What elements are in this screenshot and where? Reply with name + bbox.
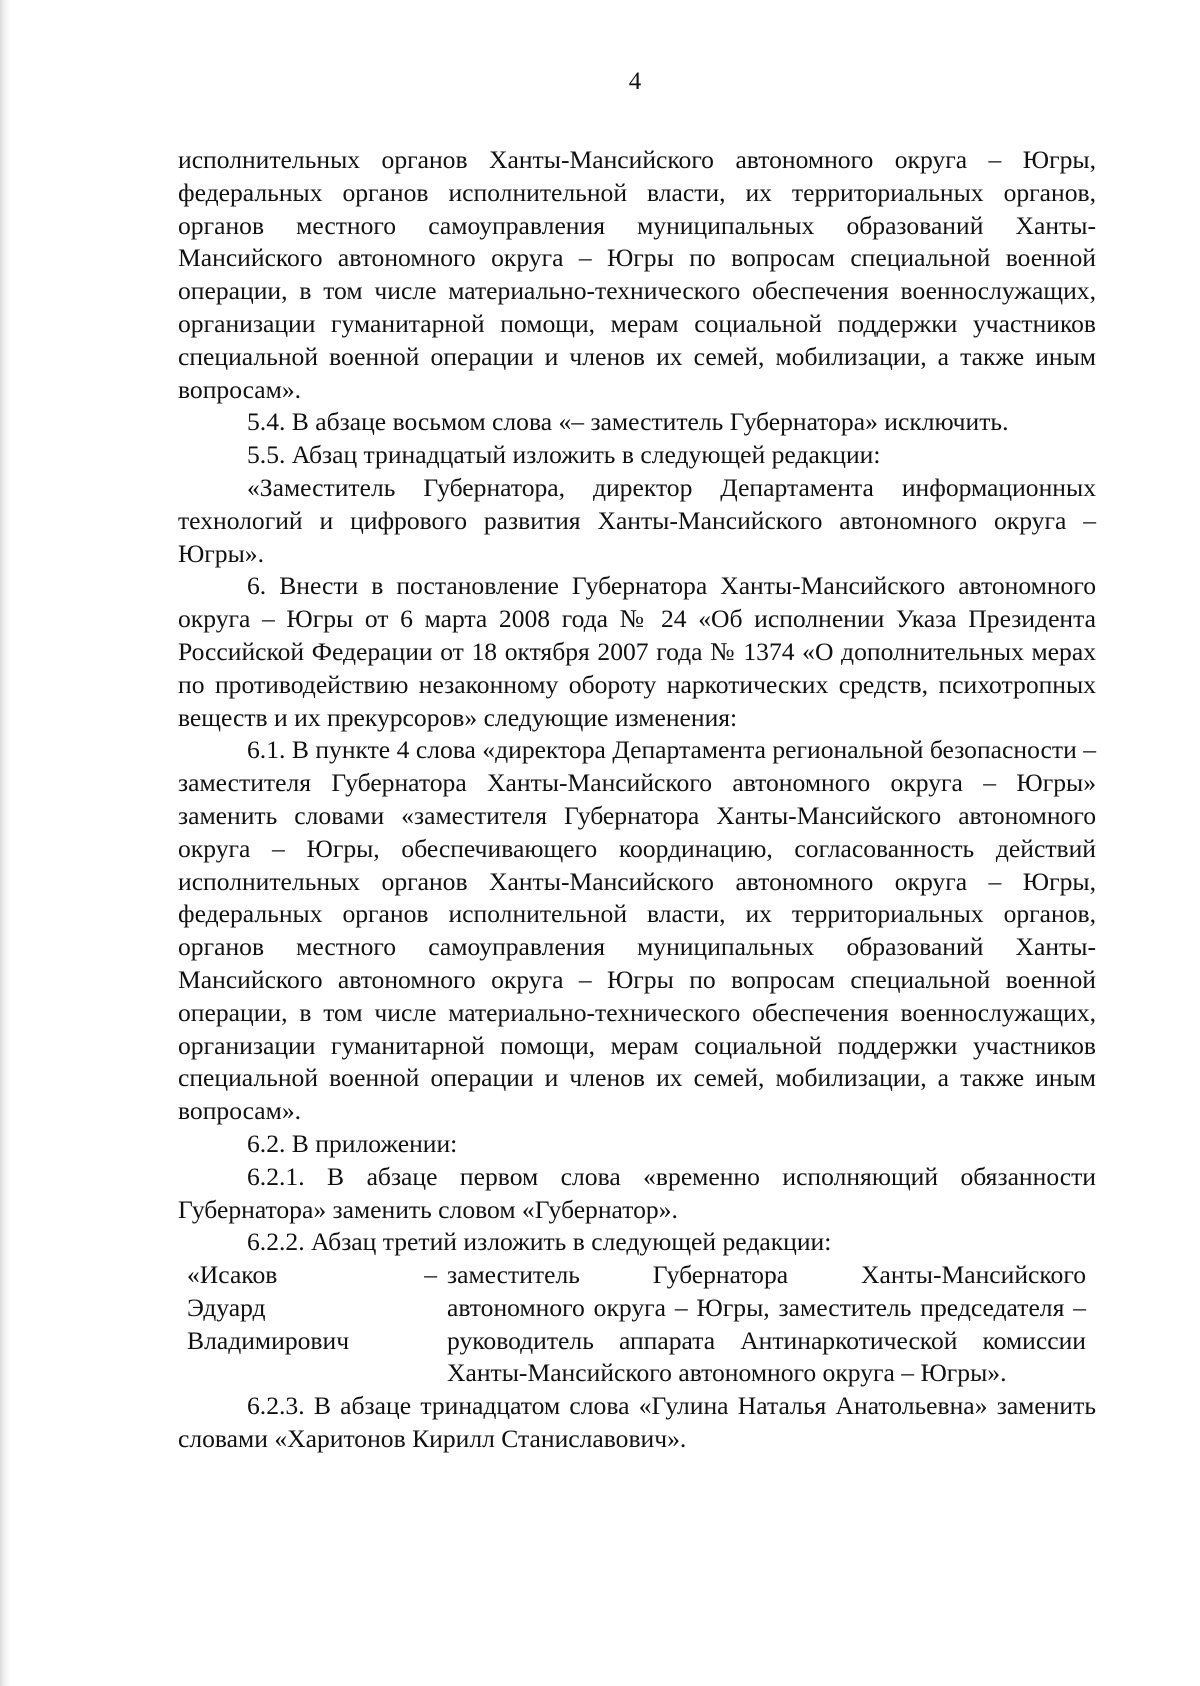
member-position: заместитель Губернатора Ханты-Мансийского автономного округа – Югры, заместитель председателя – руководитель аппарата Антинаркотической комиссии Ханты-Мансийского автономного округа – Югры». <box>447 1260 1086 1388</box>
paragraph-continuation: исполнительных органов Ханты-Мансийского автономного округа – Югры, федеральных органов исполнительной власти, их территориальных органов, органов местного самоуправления муниципальных образований Ханты-Мансийского автономного округа – Югры по вопросам специальной военной операции, в том числе материально-технического обеспечения военнослужащих, организации гуманитарной помощи, мерам социальной поддержки участников специальной военной операции и членов их семей, мобилизации, а также иным вопросам». <box>178 145 1096 404</box>
member-dash: – <box>424 1260 437 1290</box>
paragraph-6-2-3: 6.2.3. В абзаце тринадцатом слова «Гулина Наталья Анатольевна» заменить словами «Харитонов Кирилл Станиславович». <box>178 1391 1096 1454</box>
paragraph-6-2-2: 6.2.2. Абзац третий изложить в следующей редакции: <box>247 1227 832 1257</box>
paragraph-6: 6. Внести в постановление Губернатора Ханты-Мансийского автономного округа – Югры от 6 марта 2008 года № 24 «Об исполнении Указа Президента Российской Федерации от 18 октября 2007 года № 1374 «О дополнительных мерах по противодействию незаконному обороту наркотических средств, психотропных веществ и их прекурсоров» следующие изменения: <box>178 571 1096 732</box>
page-number: 4 <box>628 68 642 95</box>
member-entry-table <box>178 1259 1096 1390</box>
member-name-cell <box>178 1259 397 1390</box>
paragraph-6-1: 6.1. В пункте 4 слова «директора Департамента региональной безопасности – заместителя Губернатора Ханты-Мансийского автономного округа – Югры» заменить словами «заместителя Губернатора Ханты-Мансийского автономного округа – Югры, обеспечивающего координацию, согласованность действий исполнительных органов Ханты-Мансийского автономного округа – Югры, федеральных органов исполнительной власти, их территориальных органов, органов местного самоуправления муниципальных образований Ханты-Мансийского автономного округа – Югры по вопросам специальной военной операции, в том числе материально-технического обеспечения военнослужащих, организации гуманитарной помощи, мерам социальной поддержки участников специальной военной операции и членов их семей, мобилизации, а также иным вопросам». <box>178 735 1096 1126</box>
member-surname: «Исаков <box>187 1260 278 1290</box>
member-first-name: Эдуард <box>187 1292 266 1322</box>
paragraph-5-4: 5.4. В абзаце восьмом слова «– заместитель Губернатора» исключить. <box>247 407 1009 437</box>
scan-edge <box>0 0 10 1686</box>
paragraph-5-5-quote: «Заместитель Губернатора, директор Департамента информационных технологий и цифрового развития Ханты-Мансийского автономного округа – Югры». <box>178 472 1096 568</box>
member-patronymic: Владимирович <box>187 1325 350 1355</box>
paragraph-6-2-1: 6.2.1. В абзаце первом слова «временно исполняющий обязанности Губернатора» заменить словом «Губернатор». <box>178 1161 1096 1224</box>
paragraph-5-5: 5.5. Абзац тринадцатый изложить в следующей редакции: <box>247 440 881 470</box>
member-entry-row <box>178 1259 1096 1390</box>
paragraph-6-2: 6.2. В приложении: <box>247 1128 458 1158</box>
document-body <box>178 144 1096 1456</box>
